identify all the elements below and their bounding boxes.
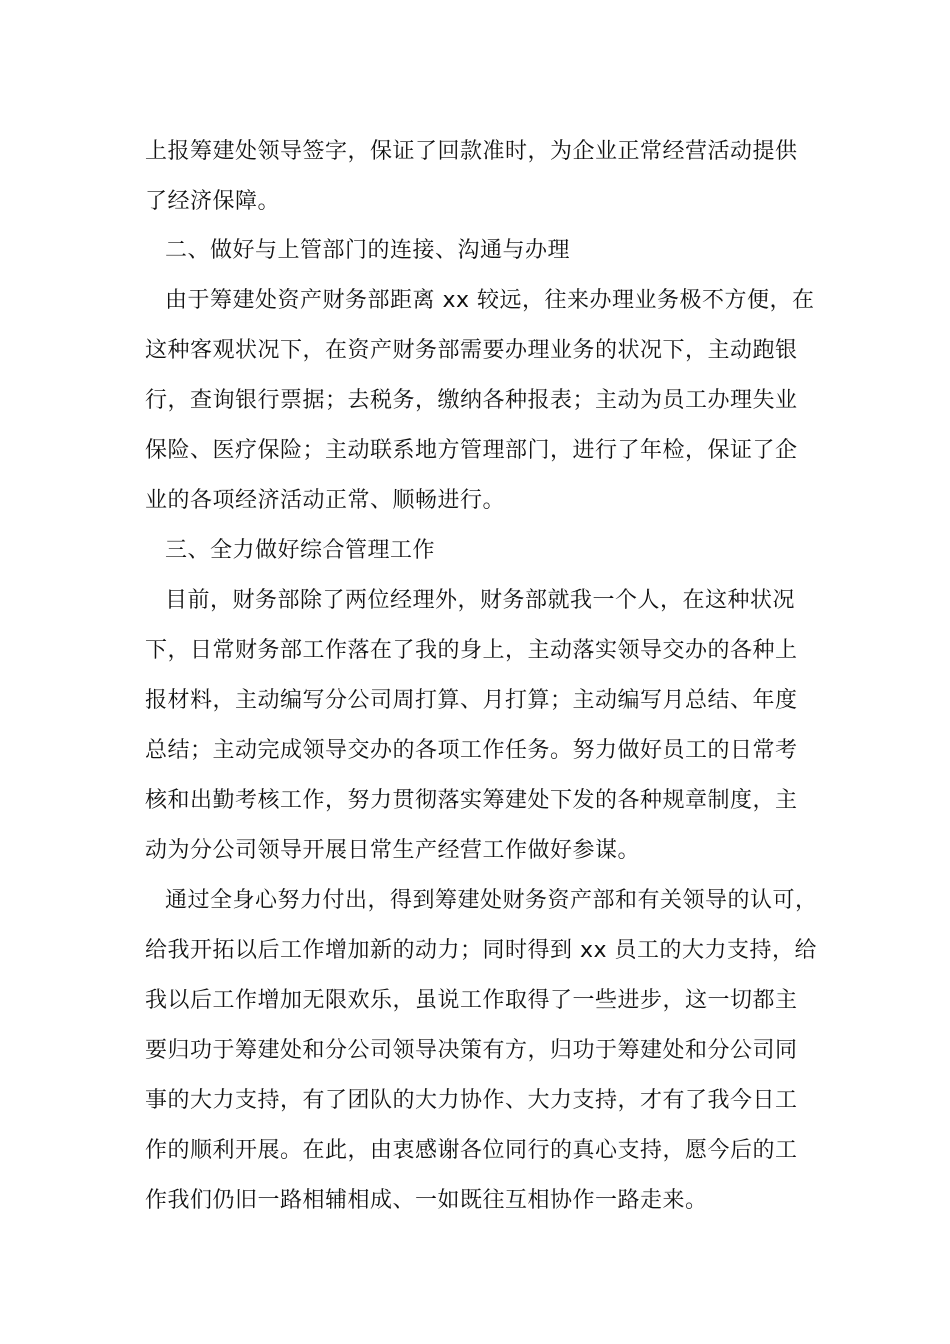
text-line: 给我开拓以后工作增加新的动力；同时得到 xx 员工的大力支持，给	[145, 938, 818, 963]
text-line: 由于筹建处资产财务部距离 xx 较远，往来办理业务极不方便，在	[165, 288, 815, 313]
text-line: 我以后工作增加无限欢乐，虽说工作取得了一些进步，这一切都主	[145, 988, 798, 1013]
text-line: 事的大力支持，有了团队的大力协作、大力支持，才有了我今日工	[145, 1088, 798, 1113]
text-line: 行，查询银行票据；去税务，缴纳各种报表；主动为员工办理失业	[145, 388, 798, 413]
text-line: 总结；主动完成领导交办的各项工作任务。努力做好员工的日常考	[145, 738, 798, 763]
text-line: 核和出勤考核工作，努力贯彻落实筹建处下发的各种规章制度，主	[145, 788, 798, 813]
text-line: 下，日常财务部工作落在了我的身上，主动落实领导交办的各种上	[145, 638, 798, 663]
section-heading: 二、做好与上管部门的连接、沟通与办理	[165, 238, 571, 263]
text-line: 业的各项经济活动正常、顺畅进行。	[145, 488, 506, 513]
text-line: 目前，财务部除了两位经理外，财务部就我一个人，在这种状况	[165, 588, 796, 613]
text-line: 通过全身心努力付出，得到筹建处财务资产部和有关领导的认可，	[165, 888, 818, 913]
text-line: 作的顺利开展。在此，由衷感谢各位同行的真心支持，愿今后的工	[145, 1138, 798, 1163]
text-line: 作我们仍旧一路相辅相成、一如既往互相协作一路走来。	[145, 1188, 708, 1213]
text-line: 报材料，主动编写分公司周打算、月打算；主动编写月总结、年度	[145, 688, 798, 713]
text-line: 了经济保障。	[145, 189, 281, 214]
text-line: 动为分公司领导开展日常生产经营工作做好参谋。	[145, 838, 641, 863]
text-line: 上报筹建处领导签字，保证了回款准时，为企业正常经营活动提供	[145, 139, 798, 164]
section-heading: 三、全力做好综合管理工作	[165, 538, 436, 563]
text-line: 要归功于筹建处和分公司领导决策有方，归功于筹建处和分公司同	[145, 1038, 798, 1063]
text-line: 保险、医疗保险；主动联系地方管理部门，进行了年检，保证了企	[145, 438, 798, 463]
text-line: 这种客观状况下，在资产财务部需要办理业务的状况下，主动跑银	[145, 338, 798, 363]
